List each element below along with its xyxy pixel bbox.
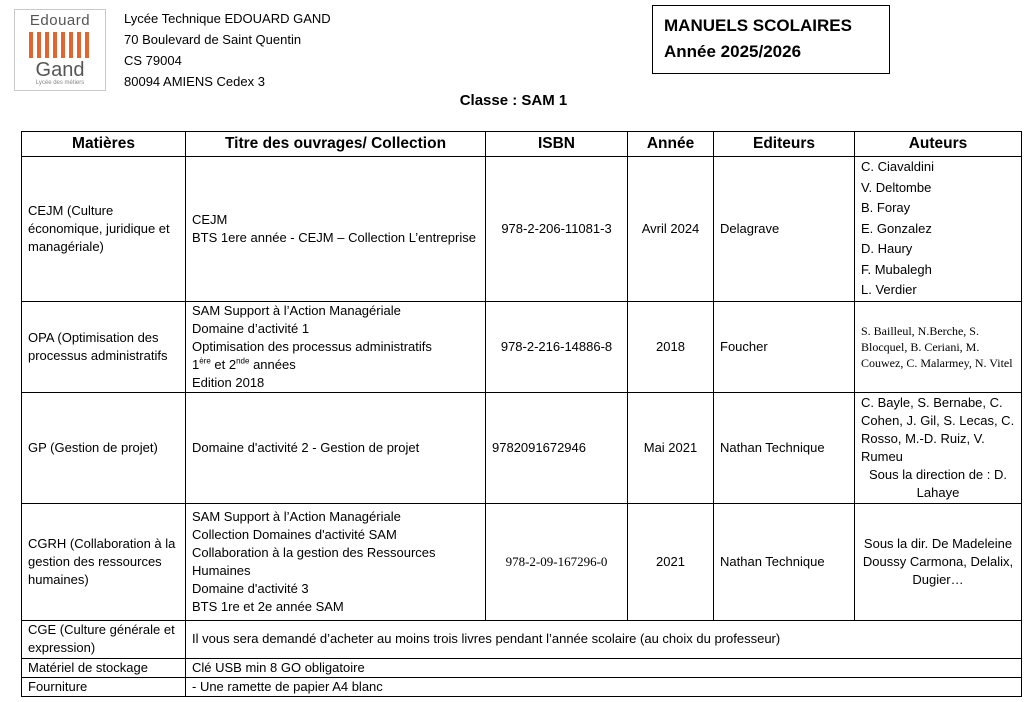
author-name: L. Verdier <box>861 282 917 297</box>
table-row <box>22 677 1022 696</box>
title-line: Domaine d’activité 1 <box>192 320 310 336</box>
authors-cell <box>855 392 1022 503</box>
title-line: BTS 1re et 2e année SAM <box>192 598 344 614</box>
authors-cell <box>855 157 1022 302</box>
title-fragment: 2 <box>228 356 237 372</box>
title-superscript: ère <box>199 356 211 366</box>
title-cell: Domaine d'activité 2 - Gestion de projet <box>186 392 486 503</box>
header-subjects: Matières <box>22 132 186 157</box>
author-name: B. Foray <box>861 200 911 215</box>
subject-cell: OPA (Optimisation des processus administratifs <box>22 301 186 392</box>
subject-cell: CGE (Culture générale et expression) <box>22 620 186 658</box>
title-line: Collection Domaines d'activité SAM <box>192 526 397 542</box>
subject-cell: CEJM (Culture économique, juridique et managériale) <box>22 157 186 302</box>
title-line: SAM Support à l’Action Managériale <box>192 508 401 524</box>
publisher-cell: Nathan Technique <box>714 392 855 503</box>
table-row <box>22 503 1022 620</box>
author-name: C. Ciavaldini <box>861 159 934 174</box>
author-name: F. Mubalegh <box>861 261 932 277</box>
title-line: BTS 1ere année - CEJM – Collection L’entreprise <box>192 229 476 245</box>
author-name: E. Gonzalez <box>861 220 932 236</box>
title-superscript: nde <box>236 356 250 366</box>
isbn-cell: 9782091672946 <box>486 392 628 503</box>
note-cell: Clé USB min 8 GO obligatoire <box>186 658 1022 677</box>
authors-direction: Sous la direction de : D. Lahaye <box>868 466 1008 500</box>
school-year: Année 2025/2026 <box>664 42 802 61</box>
table-row <box>22 301 1022 392</box>
title-line: Collaboration à la gestion des Ressources Humaines <box>192 544 436 578</box>
note-cell: Il vous sera demandé d’acheter au moins trois livres pendant l’année scolaire (au choix du professeur) <box>186 620 1022 658</box>
title-line: CEJM <box>192 211 228 227</box>
title-line: SAM Support à l’Action Managériale <box>192 302 401 318</box>
header-titles: Titre des ouvrages/ Collection <box>186 132 486 157</box>
table-row <box>22 620 1022 658</box>
title-fragment: 1 <box>192 356 200 372</box>
title-cell <box>186 157 486 302</box>
school-name: Lycée Technique EDOUARD GAND <box>124 11 331 26</box>
document-title-box <box>652 5 890 74</box>
logo-text-edouard: Edouard <box>29 12 91 29</box>
author-name: D. Haury <box>861 241 913 256</box>
table-row <box>22 157 1022 302</box>
subject-cell: GP (Gestion de projet) <box>22 392 186 503</box>
header-publishers: Editeurs <box>714 132 855 157</box>
title-fragment: et <box>210 356 229 372</box>
title-cell <box>186 503 486 620</box>
title-line: Domaine d'activité 3 <box>192 580 309 596</box>
isbn-cell: 978-2-216-14886-8 <box>486 301 628 392</box>
school-logo <box>14 9 106 91</box>
authors-cell: S. Bailleul, N.Berche, S. Blocquel, B. Ceriani, M. Couwez, C. Malarmey, N. Vitel <box>855 301 1022 392</box>
authors-cell: Sous la dir. De Madeleine Doussy Carmona, Delalix, Dugier… <box>855 503 1022 620</box>
document-title: MANUELS SCOLAIRES <box>664 16 852 35</box>
year-cell: Mai 2021 <box>628 392 714 503</box>
header-authors: Auteurs <box>855 132 1022 157</box>
table-header-row <box>22 132 1022 157</box>
school-address <box>124 8 331 92</box>
title-line: Edition 2018 <box>192 374 265 390</box>
header-isbn: ISBN <box>486 132 628 157</box>
logo-bars-graphic <box>29 32 91 58</box>
isbn-cell: 978-2-09-167296-0 <box>486 503 628 620</box>
year-cell: 2018 <box>628 301 714 392</box>
publisher-cell: Delagrave <box>714 157 855 302</box>
note-cell: - Une ramette de papier A4 blanc <box>186 677 1022 696</box>
logo-tagline: Lycée des métiers <box>35 80 85 86</box>
isbn-cell: 978-2-206-11081-3 <box>486 157 628 302</box>
title-fragment: années <box>249 356 296 372</box>
table-row <box>22 658 1022 677</box>
author-name: V. Deltombe <box>861 179 932 195</box>
publisher-cell: Foucher <box>714 301 855 392</box>
header-year: Année <box>628 132 714 157</box>
books-table <box>21 131 1022 697</box>
subject-cell: Fourniture <box>22 677 186 696</box>
table-row <box>22 392 1022 503</box>
school-cs: CS 79004 <box>124 53 182 68</box>
title-cell <box>186 301 486 392</box>
subject-cell: CGRH (Collaboration à la gestion des ressources humaines) <box>22 503 186 620</box>
class-label: Classe : SAM 1 <box>459 92 568 109</box>
title-line: Optimisation des processus administratifs <box>192 338 432 354</box>
publisher-cell: Nathan Technique <box>714 503 855 620</box>
authors-list: C. Bayle, S. Bernabe, C. Cohen, J. Gil, S. Lecas, C. Rosso, M.-D. Ruiz, V. Rumeu <box>861 394 1015 464</box>
school-street: 70 Boulevard de Saint Quentin <box>124 32 302 47</box>
year-cell: Avril 2024 <box>628 157 714 302</box>
title-line <box>192 356 479 374</box>
subject-cell: Matériel de stockage <box>22 658 186 677</box>
logo-text-gand: Gand <box>35 59 85 81</box>
school-city: 80094 AMIENS Cedex 3 <box>124 74 265 89</box>
year-cell: 2021 <box>628 503 714 620</box>
